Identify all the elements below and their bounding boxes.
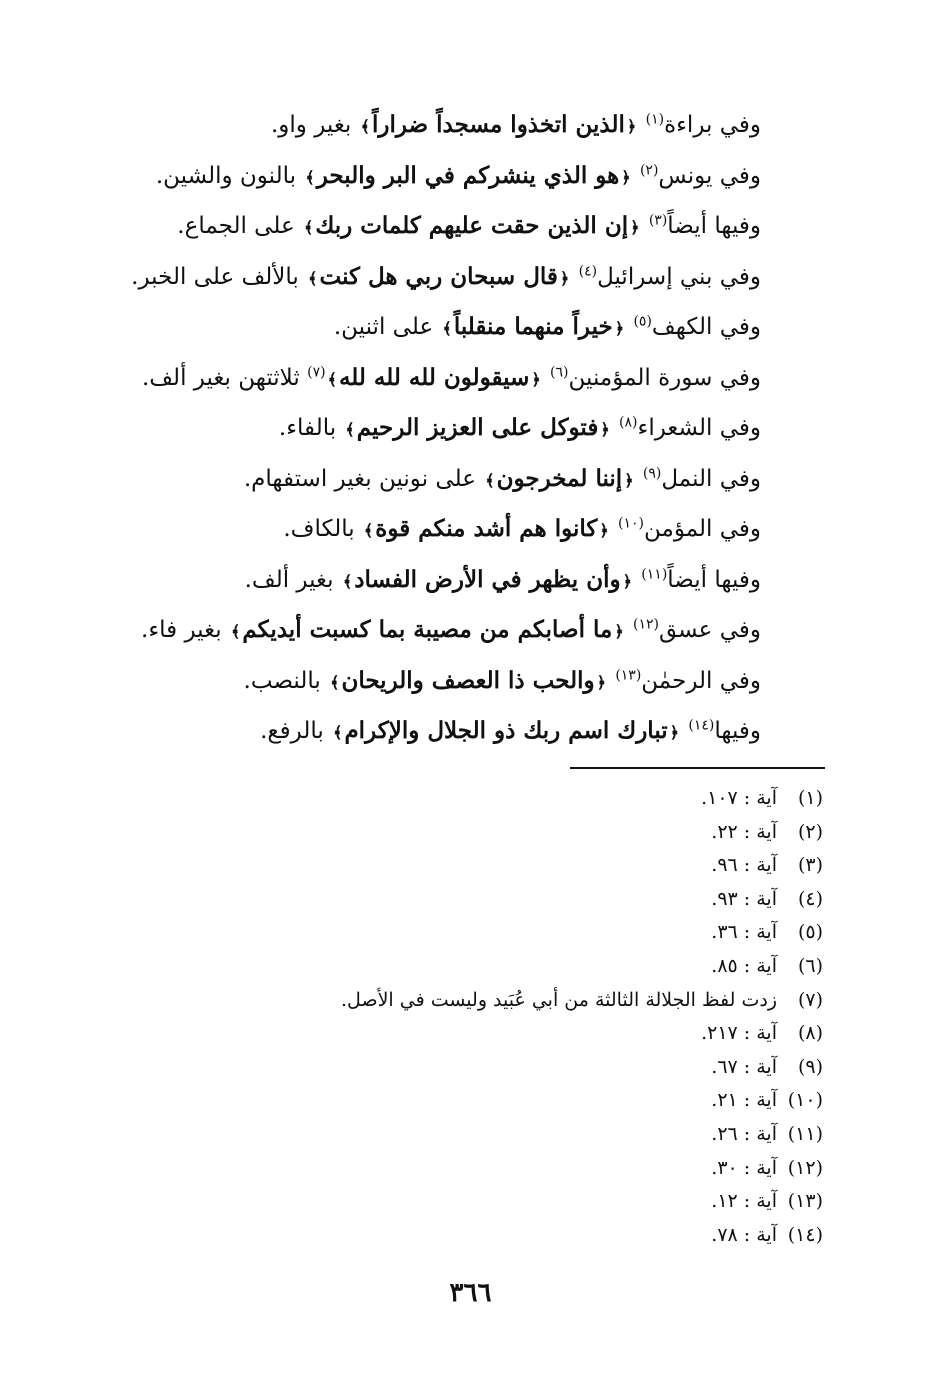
line-suffix: بغير واو. <box>270 112 352 138</box>
line-suffix: على اثنين. <box>333 314 434 340</box>
text-line <box>61 151 761 202</box>
verse-open-ornament: ﴿ <box>531 369 541 389</box>
footnote-text: آية : ٢٦. <box>711 1122 777 1145</box>
footnote-ref: (٨) <box>619 414 638 431</box>
verse-open-ornament: ﴿ <box>596 672 606 692</box>
line-suffix: بالنصب. <box>243 667 321 694</box>
line-prefix: وفي النمل <box>661 465 761 492</box>
footnote-number: (١٤) <box>787 1223 823 1246</box>
footnote-item <box>263 984 823 1018</box>
footnote-number: (١) <box>797 787 823 809</box>
verse-quote: قال سبحان ربي هل كنت <box>319 262 558 290</box>
text-line <box>61 100 761 151</box>
footnote-number: (١١) <box>787 1122 823 1145</box>
verse-quote: إننا لمخرجون <box>496 464 623 492</box>
footnote-item <box>263 916 823 950</box>
footnote-number: (٩) <box>797 1055 823 1078</box>
verse-quote: ما أصابكم من مصيبة بما كسبت أيديكم <box>242 616 613 643</box>
footnote-text: آية : ١٠٧. <box>701 787 777 809</box>
footnote-text: زدت لفظ الجلالة الثالثة من أبي عُبَيد وليست في الأصل. <box>341 988 777 1011</box>
verse-open-ornament: ﴿ <box>614 319 625 338</box>
footnote-text: آية : ٣٠. <box>711 1156 777 1179</box>
footnote-number: (٧) <box>797 988 823 1011</box>
text-line <box>61 706 761 757</box>
verse-open-ornament: ﴿ <box>626 117 637 136</box>
line-suffix: بغير فاء. <box>141 617 222 643</box>
verse-quote: هو الذي ينشركم في البر والبحر <box>316 161 620 189</box>
footnote-ref: (٢) <box>639 161 659 178</box>
verse-close-ornament: ﴾ <box>304 218 314 237</box>
footnote-number: (٥) <box>797 921 823 944</box>
footnote-number: (١٢) <box>787 1156 823 1179</box>
line-prefix: وفي يونس <box>658 162 761 189</box>
footnote-ref: (١٣) <box>615 666 642 683</box>
footnote-text: آية : ٣٦. <box>711 921 777 944</box>
line-prefix: وفي المؤمن <box>644 516 761 542</box>
footnote-item <box>263 883 823 917</box>
text-line <box>61 201 761 252</box>
footnote-item <box>263 1017 823 1051</box>
verse-open-ornament: ﴿ <box>600 420 610 439</box>
footnote-text: آية : ٩٣. <box>711 887 777 910</box>
verse-open-ornament: ﴿ <box>614 622 624 641</box>
verse-quote: تبارك اسم ربك ذو الجلال والإكرام <box>344 717 668 744</box>
footnote-item <box>263 950 823 984</box>
verse-close-ornament: ﴾ <box>485 470 495 490</box>
text-line <box>61 252 761 303</box>
line-suffix: بالرفع. <box>260 718 324 744</box>
line-prefix: وفيها <box>714 718 761 744</box>
footnote-item <box>263 782 823 816</box>
verse-close-ornament: ﴾ <box>442 319 452 338</box>
text-line <box>61 504 761 555</box>
text-line <box>61 302 761 353</box>
footnote-ref: (١١) <box>641 565 668 582</box>
line-prefix: وفي الكهف <box>651 314 761 340</box>
footnote-number: (١٣) <box>787 1190 823 1213</box>
footnote-text: آية : ١٢. <box>711 1190 777 1213</box>
verse-quote: خيراً منهما منقلباً <box>453 313 613 340</box>
line-prefix: وفي سورة المؤمنين <box>568 364 761 391</box>
footnote-ref: (٩) <box>642 464 662 481</box>
verse-open-ornament: ﴿ <box>624 470 634 490</box>
verse-quote: فتوكل على العزيز الرحيم <box>356 414 599 441</box>
footnotes <box>263 782 823 1252</box>
line-suffix: ثلاثتهن بغير ألف. <box>141 364 300 391</box>
verse-open-ornament: ﴿ <box>622 571 632 591</box>
line-prefix: وفيها أيضاً <box>667 213 761 239</box>
footnote-number: (٦) <box>797 954 823 977</box>
verse-close-ornament: ﴾ <box>345 420 355 439</box>
footnote-number: (١٠) <box>787 1089 823 1112</box>
footnote-item <box>263 849 823 883</box>
footnote-number: (٤) <box>797 887 823 910</box>
text-line <box>61 555 761 606</box>
footnote-ref: (١٤) <box>688 717 715 734</box>
verse-quote: سيقولون لله لله لله <box>338 363 530 391</box>
text-line <box>61 454 761 505</box>
line-suffix: بغير ألف. <box>244 566 334 593</box>
footnote-ref: (١) <box>645 111 665 128</box>
line-prefix: وفي الرحمٰن <box>641 667 761 694</box>
footnote-text: آية : ٢١٧. <box>701 1022 777 1045</box>
verse-close-ornament: ﴾ <box>360 117 371 136</box>
verse-close-ornament: ﴾ <box>330 672 340 692</box>
line-suffix: بالفاء. <box>278 415 337 441</box>
footnote-text: آية : ٢٢. <box>711 820 777 843</box>
footnote-number: (٨) <box>797 1022 823 1045</box>
footnote-ref: (١٠) <box>618 515 644 532</box>
footnote-number: (٢) <box>797 820 823 843</box>
footnote-ref: (٧) <box>307 363 326 380</box>
footnote-text: آية : ٨٥. <box>711 954 777 977</box>
verse-quote: إن الذين حقت عليهم كلمات ربك <box>315 212 629 239</box>
line-suffix: بالنون والشين. <box>155 162 297 189</box>
footnote-number: (٣) <box>797 854 823 877</box>
footnote-item <box>263 1219 823 1253</box>
footnote-item <box>263 1185 823 1219</box>
line-prefix: وفي بني إسرائيل <box>597 263 761 290</box>
line-suffix: على الجماع. <box>177 213 295 239</box>
footnote-ref: (٥) <box>633 313 652 330</box>
footnote-divider <box>570 767 825 769</box>
verse-close-ornament: ﴾ <box>333 723 343 742</box>
verse-close-ornament: ﴾ <box>363 521 374 540</box>
verse-quote: الذين اتخذوا مسجداً ضراراً <box>372 111 625 138</box>
text-line <box>61 403 761 454</box>
footnote-ref: (٦) <box>550 363 569 380</box>
line-suffix: على نونين بغير استفهام. <box>243 465 476 492</box>
verse-open-ornament: ﴿ <box>630 218 640 237</box>
verse-open-ornament: ﴿ <box>559 268 570 288</box>
verse-open-ornament: ﴿ <box>621 167 631 187</box>
footnote-ref: (٣) <box>648 212 668 229</box>
line-prefix: وفي الشعراء <box>637 415 761 441</box>
footnote-text: آية : ٩٦. <box>711 854 777 877</box>
line-prefix: وفي براءة <box>664 112 761 138</box>
line-prefix: وفي عسق <box>658 617 761 643</box>
verse-open-ornament: ﴿ <box>599 521 609 540</box>
verse-quote: وأن يظهر في الأرض الفساد <box>354 565 621 593</box>
verse-close-ornament: ﴾ <box>342 571 353 591</box>
line-prefix: وفيها أيضاً <box>667 566 761 593</box>
footnote-item <box>263 1152 823 1186</box>
line-suffix: بالألف على الخبر. <box>131 263 299 290</box>
text-line <box>61 656 761 707</box>
verse-close-ornament: ﴾ <box>308 268 318 288</box>
verse-close-ornament: ﴾ <box>327 369 337 389</box>
verse-open-ornament: ﴿ <box>669 723 680 742</box>
footnote-ref: (١٢) <box>633 616 659 633</box>
verse-quote: كانوا هم أشد منكم قوة <box>375 515 598 542</box>
footnote-text: آية : ٢١. <box>711 1089 777 1112</box>
footnote-text: آية : ٦٧. <box>711 1055 777 1078</box>
text-line <box>61 605 761 656</box>
footnote-ref: (٤) <box>578 262 598 279</box>
line-suffix: بالكاف. <box>283 516 355 542</box>
body-text <box>61 100 761 757</box>
footnote-text: آية : ٧٨. <box>711 1223 777 1246</box>
footnote-item <box>263 1084 823 1118</box>
footnote-item <box>263 1051 823 1085</box>
verse-quote: والحب ذا العصف والريحان <box>341 666 595 694</box>
verse-close-ornament: ﴾ <box>305 167 315 187</box>
text-line <box>61 353 761 404</box>
footnote-item <box>263 1118 823 1152</box>
page-number: ٣٦٦ <box>449 1278 492 1308</box>
footnote-item <box>263 816 823 850</box>
verse-close-ornament: ﴾ <box>230 622 241 641</box>
